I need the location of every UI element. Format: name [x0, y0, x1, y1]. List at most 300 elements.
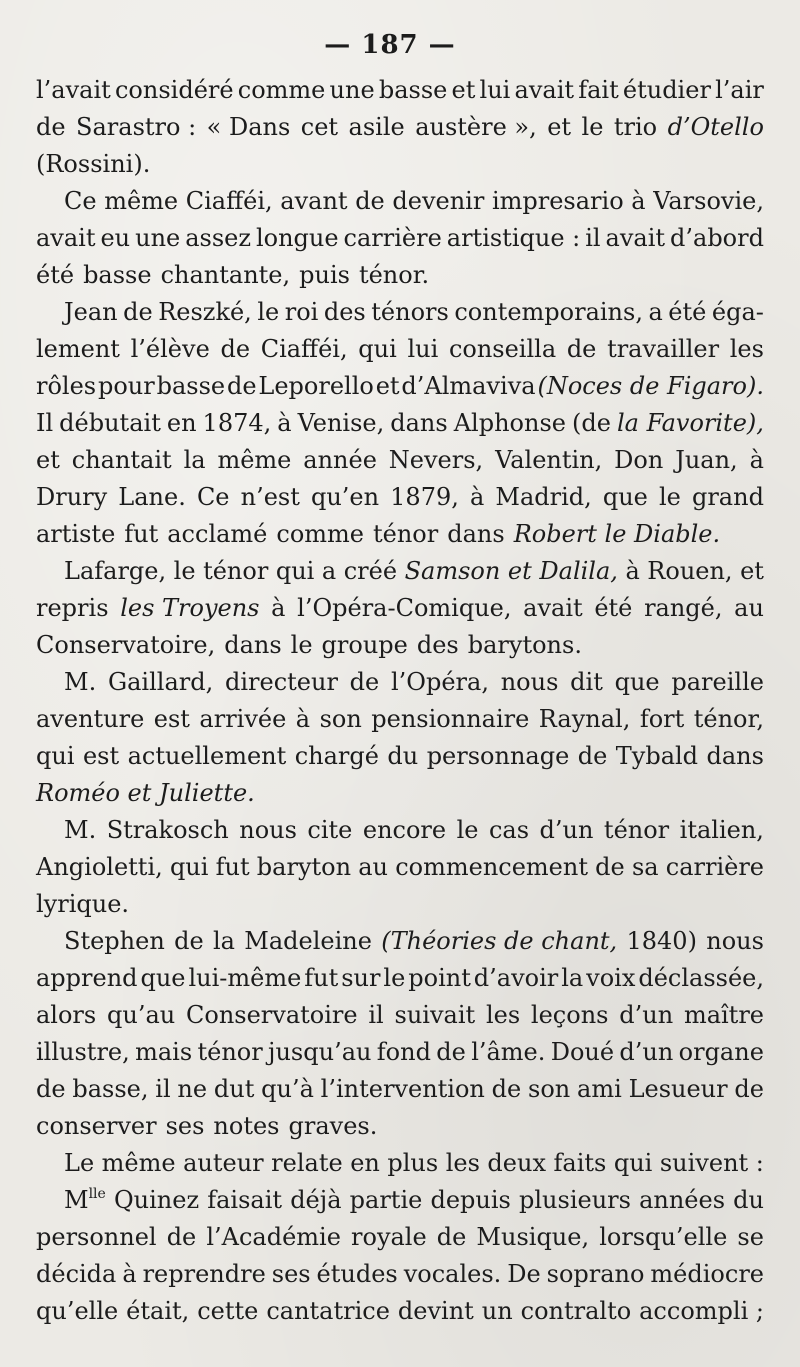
word: d’abord: [670, 224, 764, 252]
word: de: [355, 187, 385, 215]
word: de: [566, 335, 597, 363]
word: voix: [586, 964, 636, 992]
word: qui: [36, 742, 75, 770]
word: une: [329, 76, 375, 104]
text-line: [36, 479, 764, 516]
word: d’avoir: [473, 964, 559, 992]
word: considéré: [114, 76, 234, 104]
word: Lesueur: [628, 1075, 728, 1103]
text-line: [36, 960, 764, 997]
word: médiocre: [650, 1260, 764, 1288]
word: (Noces de Figaro).: [537, 372, 764, 400]
text-line: [36, 294, 764, 331]
word: Alphonse: [453, 409, 566, 437]
word: à: [295, 705, 311, 733]
word: avait: [523, 594, 583, 622]
word: créé: [343, 557, 398, 585]
text-line: [36, 368, 764, 405]
word: il: [585, 224, 601, 252]
word: lorsqu’elle: [599, 1223, 728, 1251]
word: ténor: [203, 557, 269, 585]
word: chantait: [71, 446, 172, 474]
word: actuellement: [127, 742, 287, 770]
word: de: [491, 1075, 522, 1103]
word: roi: [284, 298, 319, 326]
word: qui: [169, 853, 209, 881]
word: l’Opéra,: [391, 668, 489, 696]
word: à: [277, 409, 292, 437]
word: auteur: [183, 1149, 264, 1177]
word: ténor,: [693, 705, 764, 733]
word: commencement: [395, 853, 588, 881]
word: l’âme.: [471, 1038, 546, 1066]
word: le: [456, 816, 479, 844]
word: son: [319, 705, 362, 733]
word: déclassée,: [638, 964, 764, 992]
word: et: [375, 372, 400, 400]
text-line: [36, 923, 764, 960]
word: partie: [349, 1186, 423, 1214]
word: les Troyens: [120, 594, 260, 622]
word: Madeleine: [244, 927, 372, 955]
word: de: [734, 1075, 764, 1103]
text-line: [36, 1034, 764, 1071]
word: faits: [553, 1149, 607, 1177]
word: dans: [706, 742, 764, 770]
word: d’un: [539, 816, 594, 844]
text-line: [36, 1071, 764, 1108]
word: nous: [500, 668, 559, 696]
word: acclamé: [167, 520, 268, 548]
word: lui: [479, 76, 511, 104]
word: Le: [64, 1149, 95, 1177]
word: Reszké,: [158, 298, 252, 326]
word: en: [166, 409, 197, 437]
text-line: [36, 664, 764, 701]
word: notes: [213, 1112, 280, 1140]
word: directeur: [224, 668, 338, 696]
word: de: [436, 1038, 466, 1066]
word: la Favorite),: [616, 409, 764, 437]
word: (Théories de chant,: [381, 927, 618, 955]
word: les: [729, 335, 764, 363]
word: Ce: [196, 483, 230, 511]
word: Ciafféi,: [185, 187, 273, 215]
word: d’Almaviva: [401, 372, 536, 400]
word: une: [135, 224, 181, 252]
body-text: [36, 72, 764, 1330]
word: les: [445, 1149, 480, 1177]
word: baryton: [256, 853, 352, 881]
word: basse: [83, 261, 152, 289]
word: reprendre: [142, 1260, 266, 1288]
word: lui: [407, 335, 439, 363]
word: pensionnaire: [371, 705, 530, 733]
word: ténor.: [358, 261, 430, 289]
word: leçons: [530, 1001, 609, 1029]
text-line: [36, 1108, 764, 1145]
word: Conservatoire: [186, 1001, 358, 1029]
word: encore: [362, 816, 447, 844]
word: vocales.: [403, 1260, 502, 1288]
word: la: [561, 964, 584, 992]
word: été: [594, 594, 633, 622]
word: Madrid,: [495, 483, 592, 511]
word: cas: [488, 816, 530, 844]
word: a: [321, 557, 337, 585]
word: même: [101, 1149, 176, 1177]
word: cet: [300, 113, 339, 141]
word: de: [220, 335, 251, 363]
word: de: [174, 927, 204, 955]
word: devenir: [392, 187, 485, 215]
text-line: [36, 775, 764, 812]
word: d’un: [619, 1001, 674, 1029]
word: depuis: [430, 1186, 511, 1214]
word: fut: [124, 520, 159, 548]
word: accompli ;: [639, 1297, 764, 1325]
word: année: [303, 446, 377, 474]
word: éga-: [711, 298, 764, 326]
word: Robert le Diable.: [513, 520, 721, 548]
word: se: [737, 1223, 764, 1251]
word: à: [469, 483, 485, 511]
word: carrière: [343, 224, 442, 252]
word: dut: [213, 1075, 255, 1103]
superscript: lle: [88, 1186, 106, 1202]
word: Lane.: [118, 483, 186, 511]
word: contemporains,: [454, 298, 643, 326]
word: du: [387, 742, 419, 770]
word: artistique :: [446, 224, 581, 252]
word: deux: [487, 1149, 546, 1177]
word: chargé: [294, 742, 379, 770]
word: nous: [239, 816, 297, 844]
word: de: [577, 742, 608, 770]
word: des: [416, 631, 459, 659]
word: fort: [639, 705, 685, 733]
word: l’élève: [130, 335, 210, 363]
word: à: [122, 1260, 137, 1288]
word: il: [368, 1001, 384, 1029]
word: asile: [348, 113, 405, 141]
word: barytons.: [467, 631, 582, 659]
word: alors: [36, 1001, 97, 1029]
word: du: [733, 1186, 764, 1214]
word: trio: [613, 113, 658, 141]
word: il: [155, 1075, 171, 1103]
word: Conservatoire,: [36, 631, 216, 659]
word: débutait: [59, 409, 161, 437]
word: même: [217, 446, 292, 474]
word: pour: [97, 372, 155, 400]
word: soprano: [546, 1260, 645, 1288]
word: Quinez: [113, 1186, 200, 1214]
word: Valentin,: [495, 446, 603, 474]
word: Roméo et Juliette.: [36, 779, 255, 807]
word: cette: [197, 1297, 259, 1325]
word: puis: [299, 261, 350, 289]
word: Jean: [64, 298, 118, 326]
word: 1840): [626, 927, 697, 955]
word: a: [648, 298, 663, 326]
word: ténor: [603, 816, 670, 844]
word: que: [602, 483, 648, 511]
word: et: [36, 446, 60, 474]
word: avant: [280, 187, 348, 215]
word: assez: [185, 224, 251, 252]
word-base: M: [64, 1186, 89, 1214]
word: le: [257, 298, 280, 326]
word: ténor: [373, 520, 439, 548]
text-line: [36, 146, 764, 183]
word: de: [595, 853, 625, 881]
text-line: [36, 738, 764, 775]
word: de: [36, 113, 66, 141]
word: de: [436, 1223, 467, 1251]
text-line: [36, 405, 764, 442]
text-line: [36, 886, 764, 923]
word: Nevers,: [388, 446, 484, 474]
word: un: [481, 1297, 513, 1325]
word: à: [749, 446, 764, 474]
word: Angioletti,: [36, 853, 163, 881]
word: de: [123, 298, 153, 326]
word: basse,: [72, 1075, 149, 1103]
text-line: [36, 183, 764, 220]
word: 1874,: [202, 409, 272, 437]
text-line: [36, 1219, 764, 1256]
word: apprend: [36, 964, 138, 992]
word: longue: [255, 224, 339, 252]
word: en: [350, 1149, 380, 1177]
word: qu’au: [107, 1001, 176, 1029]
word: l’avait: [36, 76, 111, 104]
word: au: [734, 594, 764, 622]
word: travailler: [607, 335, 720, 363]
word: qui: [613, 1149, 653, 1177]
page-number: — 187 —: [324, 30, 456, 60]
word: ami: [577, 1075, 622, 1103]
text-line: [36, 849, 764, 886]
word: que: [614, 668, 660, 696]
text-line: [36, 442, 764, 479]
word: cite: [307, 816, 353, 844]
text-line: [36, 109, 764, 146]
text-line: [36, 701, 764, 738]
word: faisait: [207, 1186, 283, 1214]
text-line: [36, 1256, 764, 1293]
word: illustre,: [36, 1038, 130, 1066]
word: rangé,: [644, 594, 723, 622]
word: Stephen: [64, 927, 165, 955]
word: royale: [351, 1223, 427, 1251]
word: et: [451, 76, 476, 104]
word: grand: [691, 483, 764, 511]
word: Strakosch: [106, 816, 229, 844]
word: organe: [678, 1038, 764, 1066]
word: été: [36, 261, 75, 289]
word: arrivée: [199, 705, 287, 733]
word: Ciafféi,: [260, 335, 348, 363]
word: études: [316, 1260, 398, 1288]
word: impresario: [491, 187, 624, 215]
word: basse: [156, 372, 226, 400]
word: point: [408, 964, 471, 992]
word: des: [323, 298, 366, 326]
word: avait: [514, 76, 575, 104]
word: qu’en: [310, 483, 380, 511]
word: même: [104, 187, 179, 215]
word: mais: [135, 1038, 193, 1066]
word: carrière: [665, 853, 764, 881]
word: Venise,: [297, 409, 385, 437]
word: Rouen,: [647, 557, 733, 585]
word: graves.: [288, 1112, 378, 1140]
word: groupe: [321, 631, 408, 659]
word: le: [290, 631, 313, 659]
word: jusqu’au: [268, 1038, 372, 1066]
word: « Dans: [206, 113, 291, 141]
text-line: [36, 72, 764, 109]
text-line: [36, 1293, 764, 1330]
word: Doué: [550, 1038, 615, 1066]
word: Il: [36, 409, 54, 437]
word: Ce: [64, 187, 97, 215]
word: ses: [165, 1112, 205, 1140]
word: chantante,: [160, 261, 291, 289]
word: sur: [341, 964, 381, 992]
word: n’est: [240, 483, 300, 511]
word: nous: [706, 927, 764, 955]
word: lyrique.: [36, 890, 130, 918]
word: (de: [572, 409, 611, 437]
word: personnage: [426, 742, 570, 770]
word: est: [82, 742, 120, 770]
word: lement: [36, 335, 120, 363]
word: qui: [358, 335, 397, 363]
word: à: [271, 594, 286, 622]
word: Varsovie,: [653, 187, 764, 215]
word: [64, 1182, 106, 1219]
word: contralto: [520, 1297, 632, 1325]
word: la: [212, 927, 235, 955]
word: suivent :: [659, 1149, 764, 1177]
word: d’un: [619, 1038, 674, 1066]
word: l’Opéra-Comique,: [297, 594, 512, 622]
word: comme: [276, 520, 364, 548]
word: personnel: [36, 1223, 157, 1251]
word: aventure: [36, 705, 145, 733]
word: de: [166, 1223, 197, 1251]
text-line: [36, 627, 764, 664]
word: De: [507, 1260, 541, 1288]
word: avait: [36, 224, 96, 252]
word: ses: [271, 1260, 311, 1288]
word: le: [383, 964, 406, 992]
word: comme: [237, 76, 326, 104]
text-line: [36, 516, 764, 553]
word: lui-même: [188, 964, 302, 992]
word: à: [631, 187, 646, 215]
word: la: [183, 446, 206, 474]
word: Leporello: [258, 372, 374, 400]
word: qu’à: [261, 1075, 314, 1103]
word: ténors: [371, 298, 449, 326]
word: plus: [387, 1149, 439, 1177]
word: l’intervention: [320, 1075, 485, 1103]
word: pareille: [671, 668, 764, 696]
word: et: [547, 113, 572, 141]
text-line: [36, 331, 764, 368]
word: Sarastro :: [76, 113, 197, 141]
word: plusieurs: [519, 1186, 631, 1214]
word: maître: [683, 1001, 764, 1029]
text-line: [36, 590, 764, 627]
text-line: [36, 1145, 764, 1182]
word: étudier: [622, 76, 711, 104]
word: suivait: [394, 1001, 476, 1029]
word: dans: [390, 409, 448, 437]
word: décida: [36, 1260, 117, 1288]
word: l’Académie: [206, 1223, 341, 1251]
word: M.: [64, 816, 97, 844]
word: de: [36, 1075, 66, 1103]
word: dans: [447, 520, 505, 548]
word: d’Otello: [667, 113, 764, 141]
word: cantatrice: [266, 1297, 390, 1325]
word: les: [485, 1001, 521, 1029]
word: le: [581, 113, 604, 141]
word: basse: [378, 76, 448, 104]
word: le: [173, 557, 196, 585]
word: fond: [376, 1038, 431, 1066]
word: qu’elle: [36, 1297, 119, 1325]
text-line: [36, 997, 764, 1034]
word: Don: [614, 446, 664, 474]
word: au: [358, 853, 389, 881]
word: austère »,: [415, 113, 537, 141]
word: le: [658, 483, 681, 511]
word: et: [740, 557, 764, 585]
word: italien,: [679, 816, 764, 844]
word: est: [153, 705, 190, 733]
word: Musique,: [476, 1223, 590, 1251]
word: conseilla: [448, 335, 557, 363]
word: devint: [397, 1297, 474, 1325]
word: Samson et Dalila,: [404, 557, 618, 585]
word: conserver: [36, 1112, 157, 1140]
word: son: [528, 1075, 571, 1103]
word: eu: [100, 224, 131, 252]
word: Tybald: [615, 742, 699, 770]
word: de: [349, 668, 380, 696]
word: années: [639, 1186, 726, 1214]
word: rôles: [36, 372, 97, 400]
word: déjà: [290, 1186, 342, 1214]
word: (Rossini).: [36, 150, 151, 178]
text-line: [36, 257, 764, 294]
word: fait: [578, 76, 619, 104]
word: ténor: [197, 1038, 263, 1066]
word: fut: [215, 853, 250, 881]
word: fut: [304, 964, 339, 992]
word: M.: [64, 668, 97, 696]
word: Raynal,: [538, 705, 631, 733]
word: avait: [605, 224, 666, 252]
word: Juan,: [675, 446, 738, 474]
text-line: [36, 220, 764, 257]
